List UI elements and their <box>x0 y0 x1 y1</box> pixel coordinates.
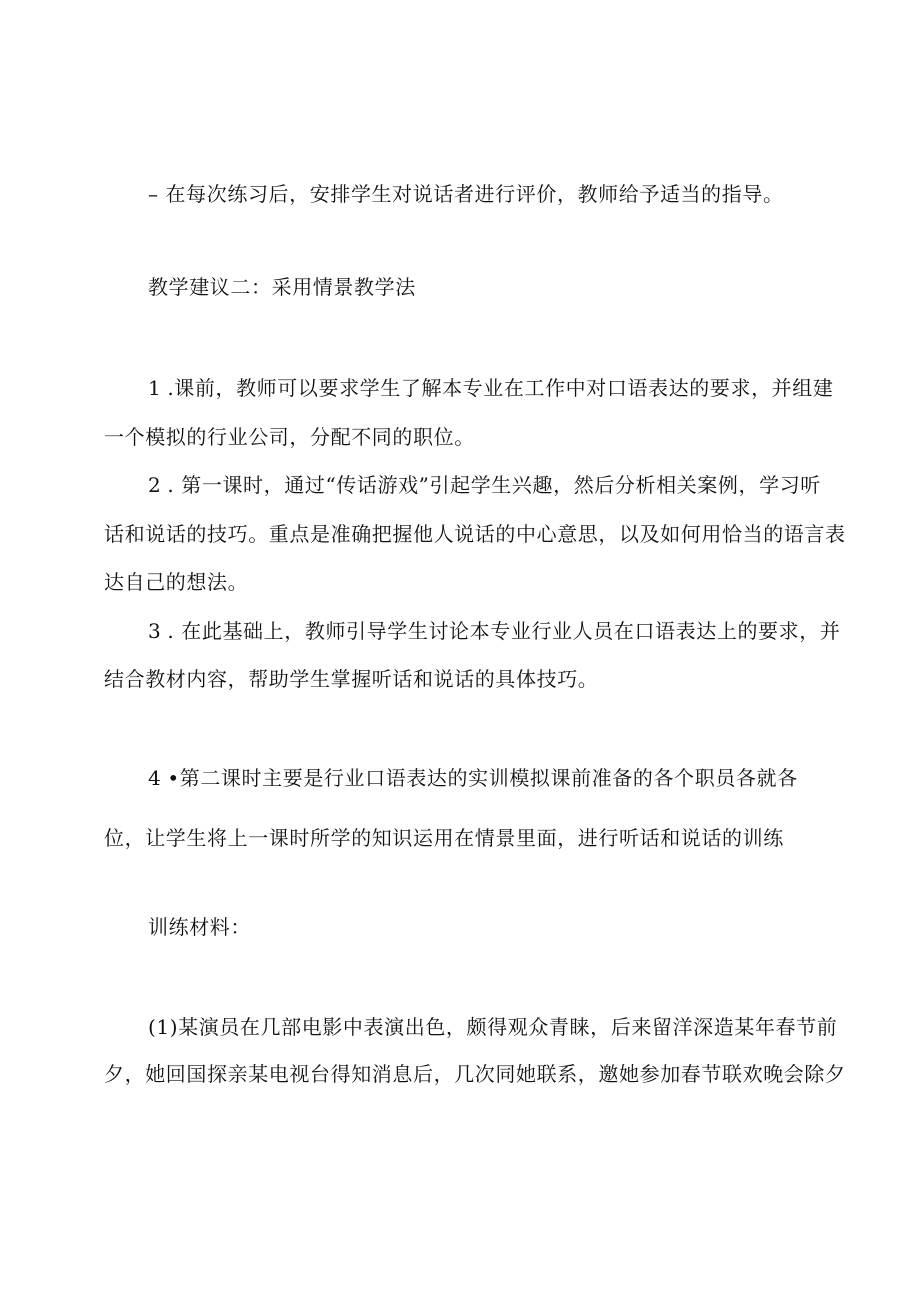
list-item-4 <box>148 766 798 790</box>
list-item-2 <box>148 473 821 497</box>
material-1: (1)某演员在几部电影中表演出色，颇得观众青睐，后来留洋深造某年春节前 <box>148 1015 838 1039</box>
list-number: 3 <box>148 619 162 643</box>
list-text: . 第一课时，通过“传话游戏”引起学生兴趣，然后分析相关案例，学习听 <box>167 473 821 497</box>
list-text: •第二课时主要是行业口语表达的实训模拟课前准备的各个职员各就各 <box>167 766 798 790</box>
list-number: 1 <box>148 376 162 400</box>
section-heading: 教学建议二：采用情景教学法 <box>148 275 416 299</box>
list-item-3 <box>148 619 840 643</box>
list-item-3-cont: 结合教材内容，帮助学生掌握听话和说话的具体技巧。 <box>104 667 599 691</box>
materials-label: 训练材料： <box>148 915 251 939</box>
list-item-1 <box>148 376 834 400</box>
list-item-4-cont: 位，让学生将上一课时所学的知识运用在情景里面，进行听话和说话的训练 <box>104 826 784 850</box>
list-number: 2 <box>148 473 162 497</box>
list-number: 4 <box>148 766 162 790</box>
list-text: .课前，教师可以要求学生了解本专业在工作中对口语表达的要求，并组建 <box>167 376 834 400</box>
paragraph-evaluation: – 在每次练习后，安排学生对说话者进行评价，教师给予适当的指导。 <box>148 182 784 206</box>
list-item-2-cont: 达自己的想法。 <box>104 570 249 594</box>
list-text: . 在此基础上，教师引导学生讨论本专业行业人员在口语表达上的要求，并 <box>167 619 841 643</box>
list-item-2-cont: 话和说话的技巧。重点是准确把握他人说话的中心意思，以及如何用恰当的语言表 <box>104 522 846 546</box>
material-1-cont: 夕，她回国探亲某电视台得知消息后，几次同她联系，邀她参加春节联欢晚会除夕 <box>104 1062 846 1086</box>
list-item-1-cont: 一个模拟的行业公司，分配不同的职位。 <box>104 425 475 449</box>
